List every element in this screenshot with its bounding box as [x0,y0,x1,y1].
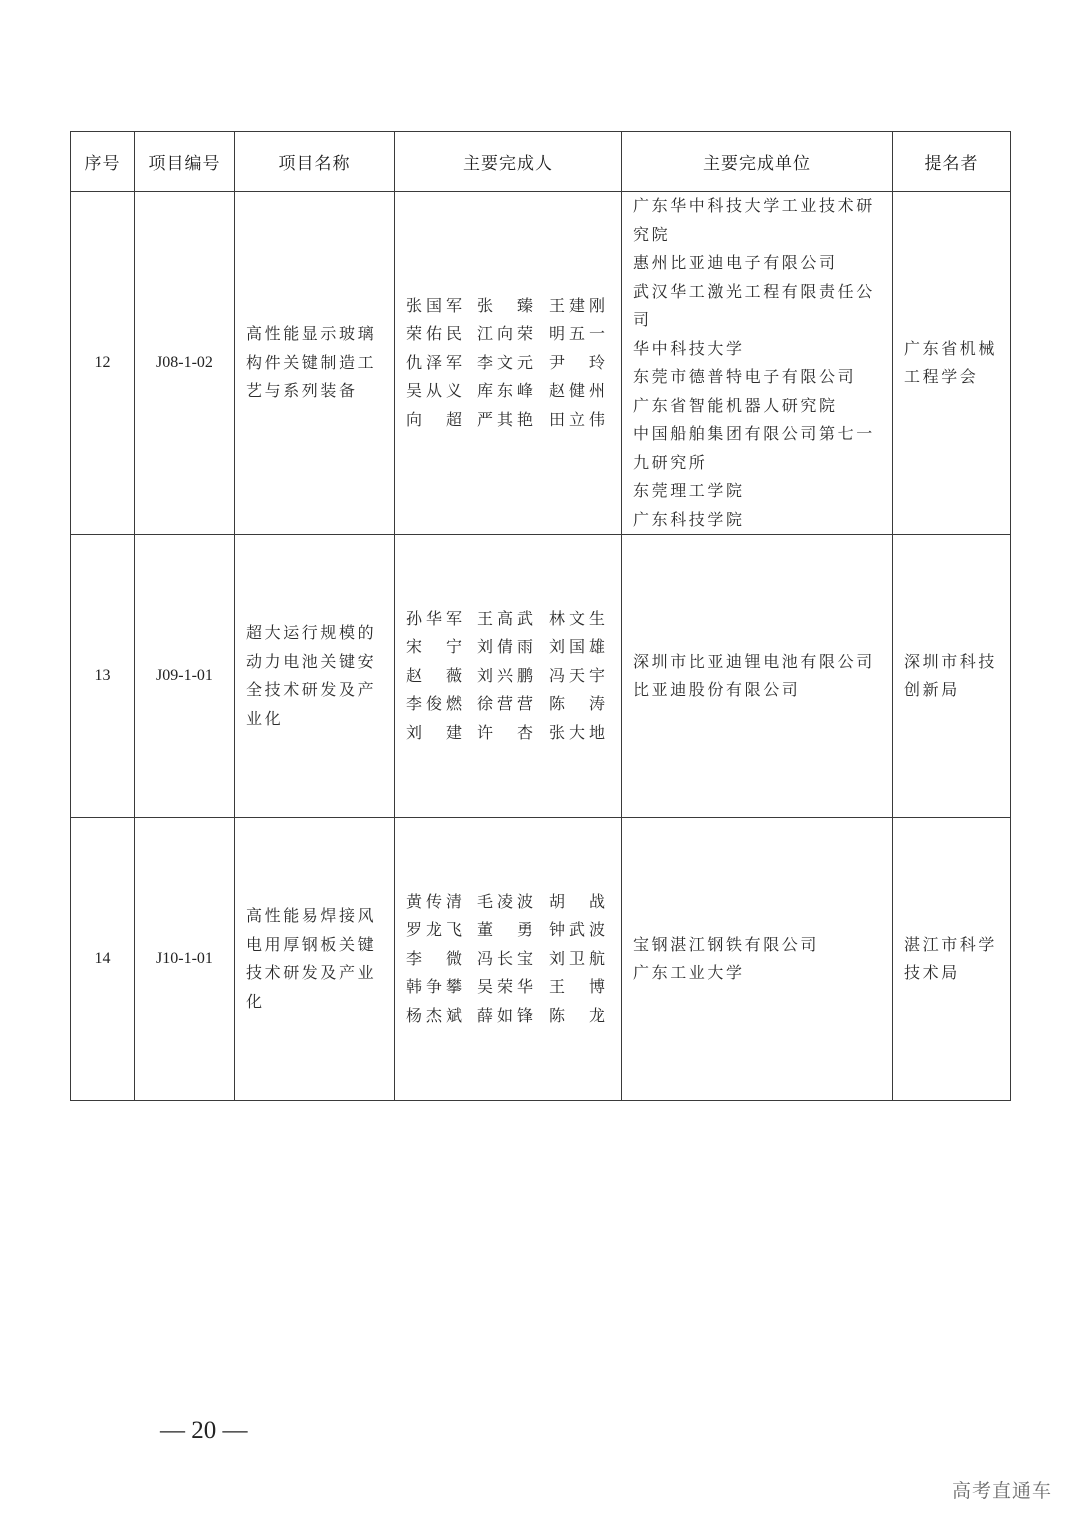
cell-people [395,818,622,1101]
cell-units [622,535,893,818]
person-name: 荣 佑 民 [406,324,462,344]
person-name: 严 其 艳 [477,409,533,429]
unit-name: 深圳市比亚迪锂电池有限公司 [633,651,875,671]
unit-name: 武汉华工激光工程有限责任公司 [633,281,875,329]
watermark: 高考直通车 [951,1480,1052,1502]
header-seq: 序号 [71,132,135,192]
person-name: 赵 健 州 [549,381,605,401]
cell-project-name: 超大运行规模的动力电池关键安全技术研发及产业化 [235,535,395,818]
unit-name: 惠州比亚迪电子有限公司 [633,253,838,272]
cell-seq: 14 [71,818,135,1101]
person-name: 刘 兴 鹏 [477,665,533,685]
awards-table [70,131,1011,1101]
person-name: 田 立 伟 [549,409,605,429]
person-name: 尹 玲 [549,352,605,372]
person-name: 李 文 元 [477,352,533,372]
unit-name: 广东省智能机器人研究院 [633,395,838,415]
person-name: 钟 武 波 [549,920,605,940]
cell-code: J08-1-02 [135,192,235,535]
person-name: 孙 华 军 [406,608,462,628]
page-number: — 20 — [160,1417,248,1444]
person-name: 库 东 峰 [477,381,533,401]
cell-units [622,818,893,1101]
person-name: 刘 国 雄 [549,637,605,657]
person-name: 罗 龙 飞 [406,920,462,940]
person-name: 王 建 刚 [549,295,605,315]
unit-name: 广东华中科技大学工业技术研究院 [633,196,875,244]
person-name: 王 高 武 [477,608,533,628]
person-name: 韩 争 攀 [406,977,462,997]
cell-nominator: 广东省机械工程学会 [893,192,1011,535]
unit-name: 华中科技大学 [633,338,745,358]
person-name: 李 俊 燃 [406,694,462,714]
person-name: 向 超 [406,409,462,429]
person-name: 董 勇 [477,920,533,940]
unit-name: 中国船舶集团有限公司第七一九研究所 [633,424,875,472]
table-row [71,818,1011,1101]
table-header-row [71,132,1011,192]
person-name: 吴 荣 华 [477,977,533,997]
header-nominator: 提名者 [893,132,1011,192]
cell-project-name: 高性能显示玻璃构件关键制造工艺与系列装备 [235,192,395,535]
person-name: 江 向 荣 [477,324,533,344]
cell-code: J10-1-01 [135,818,235,1101]
cell-code: J09-1-01 [135,535,235,818]
person-name: 明 五 一 [549,324,605,344]
cell-people [395,535,622,818]
person-name: 冯 天 宇 [549,665,605,685]
header-units: 主要完成单位 [622,132,893,192]
person-name: 张 国 军 [406,295,462,315]
cell-units [622,192,893,535]
person-name: 胡 战 [549,891,605,911]
person-name: 徐 营 营 [477,694,533,714]
person-name: 刘 建 [406,722,462,742]
unit-name: 广东工业大学 [633,963,745,982]
table-row [71,192,1011,535]
person-name: 王 博 [549,977,605,997]
unit-name: 宝钢湛江钢铁有限公司 [633,934,820,954]
people-grid [395,292,621,435]
person-name: 刘 卫 航 [549,948,605,968]
person-name: 杨 杰 斌 [406,1005,462,1025]
cell-nominator: 深圳市科技创新局 [893,535,1011,818]
person-name: 李 微 [406,948,462,968]
table-row [71,535,1011,818]
person-name: 赵 薇 [406,665,462,685]
people-grid [395,888,621,1031]
cell-project-name: 高性能易焊接风电用厚钢板关键技术研发及产业化 [235,818,395,1101]
person-name: 陈 涛 [549,694,605,714]
person-name: 宋 宁 [406,637,462,657]
person-name: 仇 泽 军 [406,352,462,372]
unit-name: 广东科技学院 [633,509,745,529]
header-name: 项目名称 [235,132,395,192]
person-name: 刘 倩 雨 [477,637,533,657]
cell-seq: 12 [71,192,135,535]
unit-name: 东莞市德普特电子有限公司 [633,367,857,386]
person-name: 冯 长 宝 [477,948,533,968]
cell-seq: 13 [71,535,135,818]
header-people: 主要完成人 [395,132,622,192]
person-name: 黄 传 清 [406,891,462,911]
unit-name: 比亚迪股份有限公司 [633,680,801,699]
cell-nominator: 湛江市科学技术局 [893,818,1011,1101]
people-grid [395,605,621,748]
person-name: 陈 龙 [549,1005,605,1025]
person-name: 林 文 生 [549,608,605,628]
person-name: 许 杏 [477,722,533,742]
header-code: 项目编号 [135,132,235,192]
person-name: 薛 如 锋 [477,1005,533,1025]
cell-people [395,192,622,535]
person-name: 吴 从 义 [406,381,462,401]
person-name: 毛 凌 波 [477,891,533,911]
person-name: 张 臻 [477,295,533,315]
person-name: 张 大 地 [549,722,605,742]
unit-name: 东莞理工学院 [633,481,745,500]
